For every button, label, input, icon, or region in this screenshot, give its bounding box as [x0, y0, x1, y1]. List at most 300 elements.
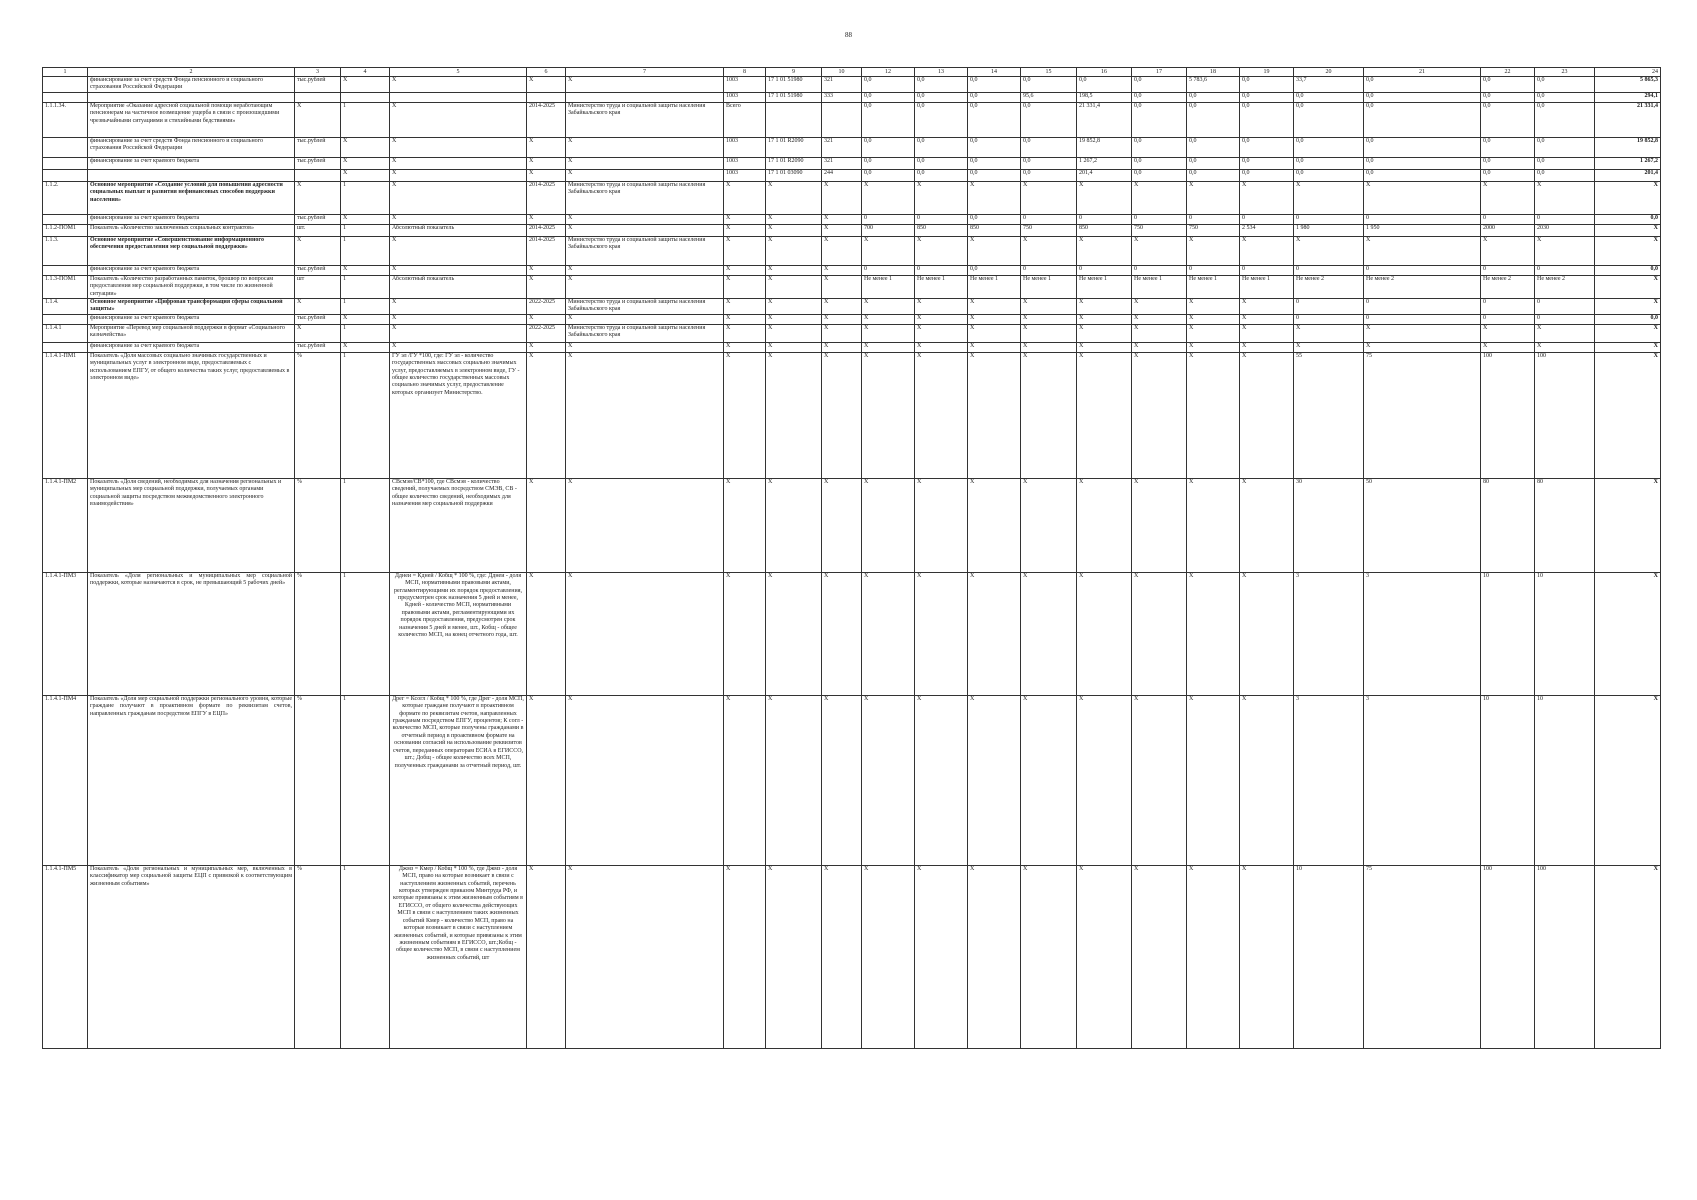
table-cell: Х: [527, 169, 566, 181]
table-cell: Х: [724, 352, 766, 478]
table-cell: Х: [390, 342, 527, 352]
table-cell: Х: [1021, 314, 1077, 324]
table-cell: 0,0: [1187, 137, 1240, 157]
table-cell: 750: [1187, 224, 1240, 236]
table-cell: 0,0: [1364, 92, 1481, 102]
table-cell: 2022-2025: [527, 324, 566, 342]
table-cell: 33,7: [1294, 77, 1364, 93]
table-cell: Х: [1481, 181, 1535, 214]
table-cell: Х: [527, 695, 566, 865]
table-cell: Х: [1595, 572, 1661, 695]
table-cell: 80: [1535, 478, 1595, 572]
table-cell: Х: [1595, 299, 1661, 315]
table-cell: Не менее 2: [1535, 275, 1595, 298]
table-cell: 5 865,3: [1595, 77, 1661, 93]
table-cell: 3: [1294, 695, 1364, 865]
table-cell: Х: [295, 299, 341, 315]
row-code-cell: [43, 342, 88, 352]
table-cell: 0: [1481, 299, 1535, 315]
table-cell: 0,0: [1132, 157, 1187, 169]
table-cell: Х: [862, 478, 915, 572]
table-cell: %: [295, 478, 341, 572]
header-cell: 4: [341, 68, 390, 77]
table-cell: Х: [822, 236, 862, 265]
table-cell: 0,0: [915, 157, 968, 169]
header-cell: 15: [1021, 68, 1077, 77]
table-cell: Х: [822, 299, 862, 315]
table-cell: 0,0: [1364, 137, 1481, 157]
table-cell: 1 267,2: [1077, 157, 1132, 169]
header-cell: 16: [1077, 68, 1132, 77]
header-cell: 9: [766, 68, 822, 77]
table-cell: 201,4: [1595, 169, 1661, 181]
table-cell: 0,0: [968, 102, 1021, 137]
table-cell: 0,0: [1240, 157, 1294, 169]
table-cell: Х: [566, 137, 724, 157]
table-cell: Х: [766, 342, 822, 352]
table-cell: Х: [566, 157, 724, 169]
header-cell: 22: [1481, 68, 1535, 77]
table-cell: Х: [862, 299, 915, 315]
table-cell: Х: [1481, 236, 1535, 265]
table-cell: Х: [390, 169, 527, 181]
row-code-cell: 1.1.3.: [43, 236, 88, 265]
table-cell: %: [295, 572, 341, 695]
table-cell: 95,6: [1021, 92, 1077, 102]
row-title-cell: Показатель «Доля региональных и муниципальных мер социальной поддержки, которые назначаются в срок, не превышающий 5 рабочих дней»: [88, 572, 295, 695]
table-cell: Х: [1132, 181, 1187, 214]
table-cell: 294,1: [1595, 92, 1661, 102]
table-cell: Х: [1240, 352, 1294, 478]
table-cell: 100: [1535, 865, 1595, 1048]
table-cell: 0,0: [1481, 137, 1535, 157]
table-cell: Х: [390, 77, 527, 93]
table-cell: Не менее 1: [1021, 275, 1077, 298]
table-cell: 0,0: [1240, 102, 1294, 137]
row-title-cell: [88, 92, 295, 102]
table-cell: 0: [1021, 214, 1077, 224]
table-cell: Х: [1077, 478, 1132, 572]
table-cell: Х: [1187, 299, 1240, 315]
header-cell: 14: [968, 68, 1021, 77]
table-cell: Х: [566, 478, 724, 572]
header-cell: 8: [724, 68, 766, 77]
table-cell: 0: [1364, 314, 1481, 324]
table-cell: Х: [968, 299, 1021, 315]
table-cell: Х: [862, 865, 915, 1048]
table-cell: Х: [527, 275, 566, 298]
table-cell: Х: [1535, 181, 1595, 214]
table-cell: 0,0: [1187, 102, 1240, 137]
table-cell: 0: [1364, 214, 1481, 224]
table-cell: Х: [1187, 314, 1240, 324]
table-cell: 1: [341, 102, 390, 137]
table-cell: 0,0: [1595, 265, 1661, 275]
table-cell: 0,0: [1132, 102, 1187, 137]
table-cell: Х: [1481, 342, 1535, 352]
table-cell: 0,0: [1240, 92, 1294, 102]
row-title-cell: Показатель «Доля мер социальной поддержки регионального уровня, которые граждане получают в проактивном формате по реквизитам счетов, направленных гражданам посредством ЕПГУ в ЕЦП»: [88, 695, 295, 865]
table-cell: Х: [1595, 342, 1661, 352]
table-row: [43, 214, 1661, 224]
table-cell: 17 1 01 51980: [766, 77, 822, 93]
table-cell: 321: [822, 137, 862, 157]
table-cell: 0,0: [1481, 169, 1535, 181]
table-cell: Х: [1077, 299, 1132, 315]
table-cell: 2 534: [1240, 224, 1294, 236]
table-cell: Х: [1187, 342, 1240, 352]
table-cell: 0,0: [1595, 314, 1661, 324]
table-cell: 55: [1294, 352, 1364, 478]
table-cell: Не менее 1: [1077, 275, 1132, 298]
table-cell: Х: [1021, 236, 1077, 265]
table-cell: 0,0: [1021, 137, 1077, 157]
table-cell: Х: [1132, 865, 1187, 1048]
table-cell: тыс.рублей: [295, 214, 341, 224]
table-cell: Х: [862, 181, 915, 214]
row-title-cell: финансирование за счет краевого бюджета: [88, 157, 295, 169]
table-cell: 1003: [724, 92, 766, 102]
table-cell: 0,0: [1535, 157, 1595, 169]
table-cell: Всего: [724, 102, 766, 137]
table-cell: Министерство труда и социальной защиты населения Забайкальского края: [566, 299, 724, 315]
header-cell: 20: [1294, 68, 1364, 77]
table-cell: 1: [341, 695, 390, 865]
table-cell: тыс.рублей: [295, 77, 341, 93]
row-code-cell: 1.1.2.: [43, 181, 88, 214]
table-cell: 1: [341, 299, 390, 315]
table-cell: 75: [1364, 865, 1481, 1048]
table-cell: Х: [862, 342, 915, 352]
table-cell: Х: [968, 314, 1021, 324]
table-cell: Х: [822, 314, 862, 324]
table-cell: Х: [527, 865, 566, 1048]
row-title-cell: финансирование за счет средств Фонда пенсионного и социального страхования Российской Федерации: [88, 77, 295, 93]
table-cell: Х: [822, 214, 862, 224]
header-cell: 6: [527, 68, 566, 77]
table-cell: 0,0: [862, 102, 915, 137]
table-cell: 0: [1364, 265, 1481, 275]
table-cell: 0: [1294, 265, 1364, 275]
table-cell: Х: [766, 572, 822, 695]
row-title-cell: Основное мероприятие «Совершенствование информационного обеспечения предоставления мер социальной поддержки»: [88, 236, 295, 265]
table-cell: Х: [1481, 324, 1535, 342]
table-cell: Х: [766, 275, 822, 298]
table-cell: Х: [527, 314, 566, 324]
header-cell: 12: [862, 68, 915, 77]
table-cell: Х: [968, 181, 1021, 214]
table-cell: 2014-2025: [527, 236, 566, 265]
table-cell: Х: [822, 342, 862, 352]
table-cell: 10: [1481, 572, 1535, 695]
table-cell: Х: [724, 324, 766, 342]
table-cell: Х: [822, 478, 862, 572]
table-cell: Х: [724, 865, 766, 1048]
table-cell: Х: [915, 342, 968, 352]
table-cell: 0,0: [862, 77, 915, 93]
table-cell: 850: [915, 224, 968, 236]
table-cell: Х: [1595, 865, 1661, 1048]
row-title-cell: финансирование за счет средств Фонда пенсионного и социального страхования Российской Федерации: [88, 137, 295, 157]
table-cell: Х: [915, 324, 968, 342]
table-cell: Х: [1187, 181, 1240, 214]
table-cell: 0: [915, 214, 968, 224]
table-cell: 100: [1481, 352, 1535, 478]
table-cell: Х: [724, 265, 766, 275]
row-title-cell: Основное мероприятие «Цифровая трансформация сферы социальной защиты»: [88, 299, 295, 315]
table-cell: Х: [862, 352, 915, 478]
table-cell: Х: [390, 314, 527, 324]
table-cell: 0,0: [968, 157, 1021, 169]
table-cell: 3: [1364, 572, 1481, 695]
table-cell: 1: [341, 478, 390, 572]
table-cell: [822, 102, 862, 137]
row-code-cell: [43, 265, 88, 275]
table-cell: Х: [1240, 236, 1294, 265]
table-cell: Х: [527, 157, 566, 169]
table-cell: Х: [1364, 236, 1481, 265]
table-cell: Х: [766, 314, 822, 324]
table-cell: 0,0: [1077, 77, 1132, 93]
table-cell: Х: [527, 478, 566, 572]
column-number-row: [43, 68, 1661, 77]
table-cell: 321: [822, 77, 862, 93]
table-cell: 750: [1132, 224, 1187, 236]
table-cell: Х: [566, 695, 724, 865]
table-cell: Х: [390, 214, 527, 224]
table-cell: Х: [1364, 324, 1481, 342]
table-cell: Х: [915, 572, 968, 695]
table-cell: 0,0: [968, 214, 1021, 224]
table-row: [43, 265, 1661, 275]
table-cell: Х: [766, 299, 822, 315]
table-cell: шт: [295, 275, 341, 298]
table-cell: 0: [1240, 265, 1294, 275]
table-cell: 0,0: [1294, 102, 1364, 137]
table-cell: 0,0: [968, 92, 1021, 102]
table-cell: Х: [1021, 181, 1077, 214]
table-cell: Х: [862, 236, 915, 265]
table-cell: Х: [341, 137, 390, 157]
table-cell: Х: [766, 265, 822, 275]
table-cell: 1 980: [1294, 224, 1364, 236]
table-row: [43, 314, 1661, 324]
table-cell: 201,4: [1077, 169, 1132, 181]
table-cell: 0,0: [1021, 169, 1077, 181]
table-cell: 0,0: [915, 92, 968, 102]
table-cell: Х: [1240, 324, 1294, 342]
table-cell: 1: [341, 865, 390, 1048]
table-cell: Х: [1240, 314, 1294, 324]
table-cell: Х: [1187, 236, 1240, 265]
table-cell: Х: [566, 275, 724, 298]
table-cell: Министерство труда и социальной защиты населения Забайкальского края: [566, 181, 724, 214]
table-cell: 0: [1535, 299, 1595, 315]
row-title-cell: Показатель «Доля сведений, необходимых для назначения региональных и муниципальных мер социальной поддержки, получаемых органами социальной защиты посредством межведомственного электронного взаимодействия»: [88, 478, 295, 572]
table-cell: 850: [1077, 224, 1132, 236]
table-cell: 19 852,8: [1595, 137, 1661, 157]
table-cell: Не менее 2: [1294, 275, 1364, 298]
table-cell: Х: [295, 181, 341, 214]
table-cell: Х: [822, 224, 862, 236]
table-cell: 3: [1294, 572, 1364, 695]
table-cell: 17 1 01 03090: [766, 169, 822, 181]
row-code-cell: 1.1.1.34.: [43, 102, 88, 137]
table-cell: Не менее 2: [1481, 275, 1535, 298]
row-title-cell: Показатель «Доля массовых социально значимых государственных и муниципальных услуг в электронном виде, предоставляемых с использованием ЕПГУ, от общего количества таких услуг, предоставляемых в электронном виде»: [88, 352, 295, 478]
table-cell: Х: [766, 181, 822, 214]
header-cell: 3: [295, 68, 341, 77]
table-cell: 10: [1481, 695, 1535, 865]
table-row: [43, 299, 1661, 315]
table-cell: Дрег = Ксогл / Кобщ * 100 %, где Дрег - доля МСП, которые граждане получают в проактивном формате по реквизитам счетов, направленных гражданам посредством ЕПГУ, процентов; К согл - количество МСП, которые получены гражданами в отчетный период в проактивном формате на основании согласий на использование реквизитов счетов, переданных операторам ЕСИА в ЕГИССО, шт.; Добщ - общее количество всех МСП, полученных гражданами за отчетный период, шт.: [390, 695, 527, 865]
table-row: [43, 92, 1661, 102]
row-code-cell: [43, 314, 88, 324]
table-cell: 19 852,8: [1077, 137, 1132, 157]
table-cell: Х: [822, 265, 862, 275]
table-cell: Х: [1595, 236, 1661, 265]
table-cell: 0,0: [1187, 92, 1240, 102]
table-cell: Х: [341, 77, 390, 93]
table-cell: Х: [724, 214, 766, 224]
table-cell: 333: [822, 92, 862, 102]
table-cell: Х: [766, 214, 822, 224]
table-cell: 0,0: [1240, 169, 1294, 181]
table-cell: Х: [1364, 181, 1481, 214]
table-cell: [295, 169, 341, 181]
table-cell: 0,0: [1535, 137, 1595, 157]
table-row: [43, 224, 1661, 236]
table-cell: Х: [1187, 352, 1240, 478]
table-cell: Х: [1187, 695, 1240, 865]
table-cell: Х: [968, 324, 1021, 342]
table-cell: Х: [1535, 324, 1595, 342]
table-cell: Х: [724, 299, 766, 315]
table-cell: Х: [1077, 695, 1132, 865]
table-cell: 0,0: [1535, 169, 1595, 181]
table-cell: 0: [1481, 314, 1535, 324]
table-cell: Х: [1595, 352, 1661, 478]
table-cell: Х: [862, 324, 915, 342]
table-cell: 17 1 01 R2090: [766, 157, 822, 169]
table-cell: 0: [1535, 214, 1595, 224]
table-cell: Х: [390, 157, 527, 169]
table-cell: Х: [341, 169, 390, 181]
table-cell: 0,0: [1481, 102, 1535, 137]
table-cell: Х: [968, 695, 1021, 865]
table-cell: 1: [341, 572, 390, 695]
row-title-cell: Мероприятие «Оказание адресной социальной помощи неработающим пенсионерам на частичное возмещение ущерба в связи с произошедшими чрезвычайными ситуациями и стихийными бедствиями»: [88, 102, 295, 137]
row-code-cell: [43, 77, 88, 93]
table-cell: Х: [766, 695, 822, 865]
table-cell: Не менее 1: [862, 275, 915, 298]
table-cell: 0: [1294, 299, 1364, 315]
table-cell: Х: [566, 314, 724, 324]
row-code-cell: 1.1.4.1-ПМ3: [43, 572, 88, 695]
table-cell: 0,0: [1294, 157, 1364, 169]
table-cell: 30: [1294, 478, 1364, 572]
table-cell: 0,0: [1535, 92, 1595, 102]
table-cell: Х: [1021, 572, 1077, 695]
table-cell: [566, 92, 724, 102]
table-cell: 3: [1364, 695, 1481, 865]
row-code-cell: [43, 92, 88, 102]
table-cell: Х: [915, 299, 968, 315]
table-cell: Х: [1021, 695, 1077, 865]
table-cell: Министерство труда и социальной защиты населения Забайкальского края: [566, 236, 724, 265]
table-cell: Министерство труда и социальной защиты населения Забайкальского края: [566, 324, 724, 342]
table-row: [43, 352, 1661, 478]
table-cell: Х: [1240, 478, 1294, 572]
table-cell: 0: [1077, 214, 1132, 224]
table-cell: Х: [527, 352, 566, 478]
table-cell: 0,0: [915, 169, 968, 181]
table-cell: Х: [915, 314, 968, 324]
table-cell: тыс.рублей: [295, 314, 341, 324]
table-cell: 0,0: [915, 77, 968, 93]
table-cell: Х: [766, 478, 822, 572]
table-cell: [295, 92, 341, 102]
table-cell: Х: [1294, 181, 1364, 214]
table-cell: [390, 92, 527, 102]
table-cell: 0,0: [1294, 92, 1364, 102]
table-cell: Х: [341, 314, 390, 324]
row-title-cell: финансирование за счет краевого бюджета: [88, 342, 295, 352]
table-cell: Х: [766, 352, 822, 478]
table-cell: Х: [724, 314, 766, 324]
table-cell: 1: [341, 352, 390, 478]
table-row: [43, 275, 1661, 298]
table-cell: ГУ эл /ГУ *100, где: ГУ эл - количество государственных массовых социально значимых услуг, предоставляемых в электронном виде, ГУ - общее количество государственных массовых социально значимых услуг, предоставление которых организует Министерство.: [390, 352, 527, 478]
table-cell: Не менее 1: [1240, 275, 1294, 298]
table-cell: 0: [1187, 265, 1240, 275]
table-cell: Х: [1595, 695, 1661, 865]
table-cell: 0,0: [968, 77, 1021, 93]
header-cell: 10: [822, 68, 862, 77]
table-cell: 1003: [724, 137, 766, 157]
row-code-cell: [43, 169, 88, 181]
table-cell: 0,0: [1021, 77, 1077, 93]
table-cell: Х: [862, 695, 915, 865]
table-cell: Х: [390, 236, 527, 265]
table-cell: 1: [341, 181, 390, 214]
table-cell: Х: [566, 77, 724, 93]
table-cell: 21 331,4: [1077, 102, 1132, 137]
table-cell: Х: [1294, 236, 1364, 265]
row-title-cell: Мероприятие «Перевод мер социальной поддержки в формат «Социального казначейства»: [88, 324, 295, 342]
table-cell: 100: [1535, 352, 1595, 478]
page-number: 88: [845, 31, 852, 39]
table-cell: Х: [822, 275, 862, 298]
table-cell: Х: [1021, 478, 1077, 572]
table-row: [43, 169, 1661, 181]
table-cell: Х: [566, 169, 724, 181]
table-cell: Не менее 1: [915, 275, 968, 298]
row-code-cell: 1.1.4.1: [43, 324, 88, 342]
table-cell: [527, 92, 566, 102]
row-code-cell: 1.1.4.1-ПМ4: [43, 695, 88, 865]
table-cell: 2014-2025: [527, 181, 566, 214]
table-cell: Х: [822, 352, 862, 478]
table-row: [43, 572, 1661, 695]
table-cell: 0,0: [1187, 169, 1240, 181]
table-cell: Х: [724, 224, 766, 236]
table-cell: Х: [915, 352, 968, 478]
table-cell: 50: [1364, 478, 1481, 572]
table-cell: Абсолютный показатель: [390, 224, 527, 236]
table-cell: Х: [915, 236, 968, 265]
table-cell: 5 783,6: [1187, 77, 1240, 93]
